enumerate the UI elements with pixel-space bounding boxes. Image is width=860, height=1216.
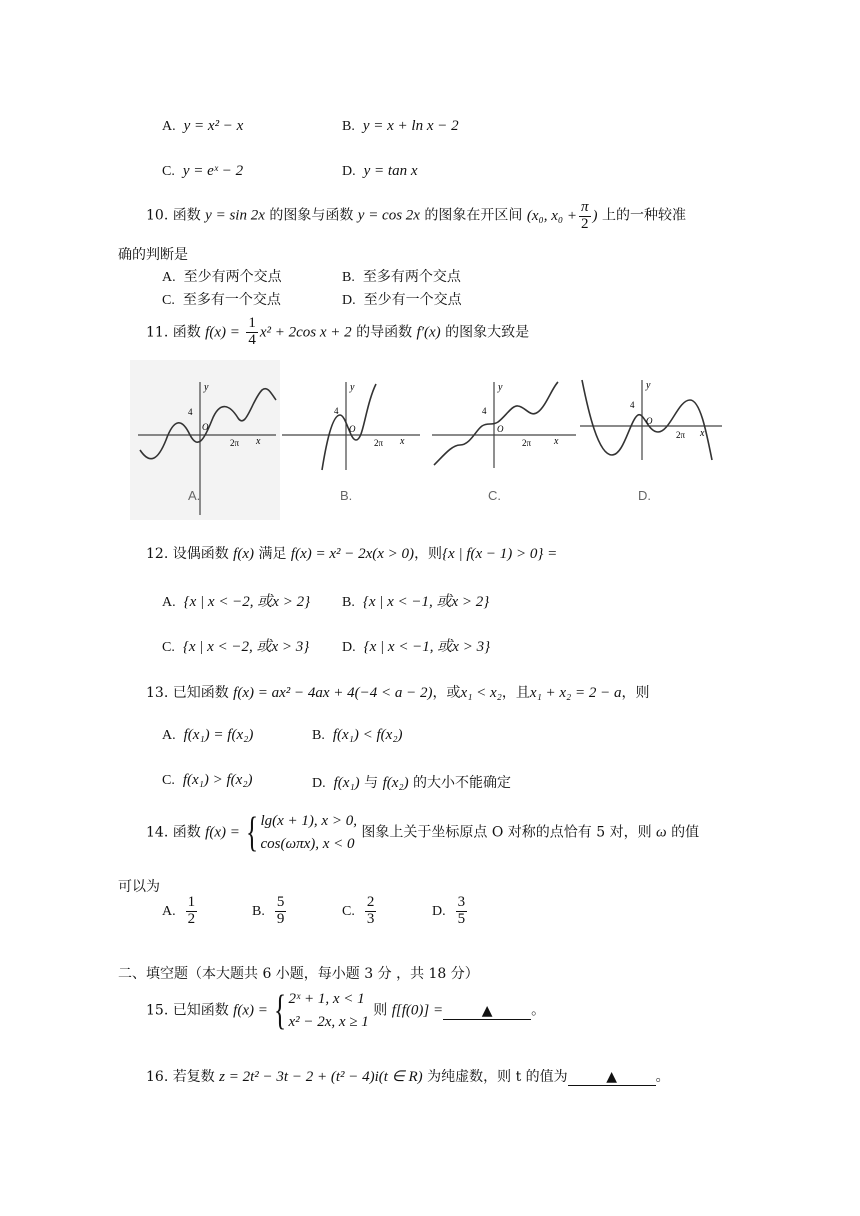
fraction-numerator: π bbox=[581, 199, 589, 215]
tick-x: 2π bbox=[374, 438, 384, 448]
q13-stem bbox=[146, 682, 650, 702]
option-label: B. bbox=[252, 904, 265, 920]
case-1: 2ˣ + 1, x < 1 bbox=[288, 991, 365, 1007]
option-text: 至多有两个交点 bbox=[362, 269, 461, 285]
stem-text: ，则 bbox=[621, 685, 650, 701]
omega-symbol: ω bbox=[656, 824, 667, 841]
q16-stem bbox=[146, 1066, 670, 1086]
coefficient-fraction bbox=[246, 316, 258, 349]
fraction-denominator: 9 bbox=[276, 910, 285, 927]
option-expression: {x | x < −2, 或x > 3} bbox=[182, 639, 310, 655]
q9-option-c bbox=[162, 163, 243, 180]
expression: f[f(0)] = bbox=[391, 1002, 444, 1019]
left-brace: { bbox=[246, 809, 259, 856]
option-label: B. bbox=[342, 119, 355, 134]
left-brace: { bbox=[274, 987, 287, 1034]
x-label: x bbox=[700, 428, 705, 439]
option-text: 至多有一个交点 bbox=[182, 292, 281, 308]
option-label: A. bbox=[162, 595, 176, 610]
function-2: y = cos 2x bbox=[357, 207, 420, 224]
x-label: x bbox=[400, 436, 405, 447]
fraction-denominator: 2 bbox=[581, 215, 589, 232]
option-label: B. bbox=[342, 595, 355, 610]
option-label: A. bbox=[162, 119, 176, 134]
tick-x: 2π bbox=[230, 438, 240, 448]
piecewise-cases bbox=[260, 810, 356, 855]
case-2: x² − 2x, x ≥ 1 bbox=[288, 1013, 369, 1030]
option-expression: f(x₁) > f(x₂) bbox=[182, 772, 253, 788]
graph-b-plot bbox=[280, 360, 430, 520]
stem-text: 则 bbox=[373, 1002, 388, 1019]
graph-b bbox=[280, 360, 430, 520]
option-label: A. bbox=[162, 728, 176, 743]
answer-blank[interactable]: ▲ bbox=[443, 1003, 531, 1020]
q15-stem bbox=[146, 988, 545, 1033]
option-text: 与 bbox=[364, 775, 379, 791]
stem-text: 的图象在开区间 bbox=[424, 207, 523, 224]
option-label: D. bbox=[342, 640, 356, 655]
option-label: D. bbox=[342, 164, 356, 179]
stem-text: 满足 bbox=[258, 546, 287, 562]
q12-option-d bbox=[342, 635, 490, 656]
q12-stem bbox=[146, 543, 557, 563]
interval-right: ) bbox=[592, 207, 598, 224]
option-label: B. bbox=[342, 270, 355, 285]
case-1: lg(x + 1), x > 0, bbox=[260, 813, 357, 829]
option-label: B. bbox=[312, 728, 325, 743]
x-label: x bbox=[256, 436, 261, 447]
target-set: {x | f(x − 1) > 0} = bbox=[442, 546, 558, 562]
interval-fraction bbox=[579, 200, 591, 233]
stem-text: 已知函数 bbox=[172, 685, 229, 701]
question-number: 10. bbox=[146, 207, 169, 224]
q14-option-d bbox=[432, 895, 469, 928]
option-label: A. bbox=[162, 270, 176, 285]
q14-stem-continued: 可以为 bbox=[118, 879, 160, 895]
option-fraction bbox=[275, 895, 287, 928]
option-expression: y = tan x bbox=[363, 163, 418, 179]
origin-label: O bbox=[349, 424, 356, 434]
stem-text: 设偶函数 bbox=[172, 546, 229, 562]
complex-number: z = 2t² − 3t − 2 + (t² − 4)i(t ∈ R) bbox=[219, 1069, 423, 1085]
q13-option-b bbox=[312, 727, 403, 744]
origin-label: O bbox=[202, 422, 209, 432]
q10-option-a bbox=[162, 266, 282, 286]
interval bbox=[526, 199, 598, 232]
graph-d-plot bbox=[578, 360, 728, 520]
graph-label: A. bbox=[188, 488, 201, 503]
graph-a bbox=[130, 360, 280, 520]
function-lhs: f(x) = bbox=[205, 324, 240, 341]
condition-1: x₁ < x₂ bbox=[460, 685, 502, 701]
case-2: cos(ωπx), x < 0 bbox=[260, 835, 355, 852]
stem-text: 函数 bbox=[172, 207, 201, 224]
stem-text: 的值 bbox=[671, 824, 700, 841]
y-label: y bbox=[350, 382, 355, 393]
y-label: y bbox=[646, 380, 651, 391]
q14-option-b bbox=[252, 895, 288, 928]
option-fraction bbox=[365, 895, 377, 928]
option-label: D. bbox=[432, 904, 446, 920]
q10-option-b bbox=[342, 266, 461, 286]
q10-stem-continued: 确的判断是 bbox=[118, 247, 188, 263]
q12-option-a bbox=[162, 590, 310, 611]
function-lhs: f(x) = bbox=[205, 824, 240, 841]
q14-option-a bbox=[162, 895, 199, 928]
q14-stem bbox=[146, 810, 699, 855]
fraction-denominator: 5 bbox=[457, 910, 466, 927]
graph-label: D. bbox=[638, 488, 651, 503]
answer-blank[interactable]: ▲ bbox=[568, 1069, 656, 1086]
fraction-denominator: 3 bbox=[366, 910, 375, 927]
function-lhs: f(x) = bbox=[233, 1002, 268, 1019]
stem-text: 。 bbox=[655, 1069, 670, 1085]
derivative: f′(x) bbox=[416, 324, 441, 341]
fraction-denominator: 2 bbox=[187, 910, 196, 927]
option-expression: {x | x < −1, 或x > 3} bbox=[363, 639, 491, 655]
option-fraction bbox=[186, 895, 198, 928]
q12-option-b bbox=[342, 590, 489, 611]
option-expression: y = x + ln x − 2 bbox=[362, 118, 459, 134]
graph-label: C. bbox=[488, 488, 501, 503]
piecewise-cases bbox=[288, 988, 368, 1033]
q12-option-c bbox=[162, 635, 309, 656]
y-label: y bbox=[204, 382, 209, 393]
q13-option-c bbox=[162, 772, 253, 789]
graph-d bbox=[578, 360, 728, 520]
function: f(x) bbox=[233, 546, 254, 562]
option-expression: {x | x < −1, 或x > 2} bbox=[362, 594, 490, 610]
tick-x: 2π bbox=[676, 430, 686, 440]
option-expression: {x | x < −2, 或x > 2} bbox=[183, 594, 311, 610]
curve bbox=[434, 382, 558, 465]
stem-text: 若复数 bbox=[172, 1069, 215, 1085]
tick-x: 2π bbox=[522, 438, 532, 448]
fraction-denominator: 4 bbox=[248, 331, 256, 348]
condition: f(x) = x² − 2x(x > 0) bbox=[290, 546, 415, 562]
option-label: D. bbox=[342, 293, 356, 308]
option-text: 的大小不能确定 bbox=[413, 775, 512, 791]
q9-option-b bbox=[342, 118, 459, 135]
stem-text: 图象上关于坐标原点 O 对称的点恰有 5 对，则 bbox=[361, 824, 652, 841]
fraction-numerator: 5 bbox=[276, 894, 285, 910]
stem-text: 函数 bbox=[172, 324, 201, 341]
fraction-numerator: 1 bbox=[248, 315, 256, 331]
option-text: 至少有两个交点 bbox=[183, 269, 282, 285]
interval-left: (x₀, x₀ + bbox=[526, 207, 577, 224]
option-text: 至少有一个交点 bbox=[363, 292, 462, 308]
stem-text: 上的一种较准 bbox=[601, 207, 686, 224]
stem-text: 已知函数 bbox=[172, 1002, 229, 1019]
question-number: 15. bbox=[146, 1002, 169, 1019]
stem-text: 的图象与函数 bbox=[269, 207, 354, 224]
question-number: 11. bbox=[146, 324, 169, 341]
stem-text: 函数 bbox=[172, 824, 201, 841]
q13-option-d bbox=[312, 772, 511, 792]
question-number: 12. bbox=[146, 546, 169, 562]
option-label: A. bbox=[162, 904, 176, 920]
tick-y: 4 bbox=[334, 406, 339, 416]
option-expression: f(x₁) bbox=[333, 775, 360, 791]
x-label: x bbox=[554, 436, 559, 447]
option-fraction bbox=[456, 895, 468, 928]
stem-text: 的图象大致是 bbox=[445, 324, 530, 341]
graph-label: B. bbox=[340, 488, 353, 503]
option-label: C. bbox=[162, 640, 175, 655]
origin-label: O bbox=[497, 424, 504, 434]
tick-y: 4 bbox=[188, 407, 193, 417]
option-expression: y = eˣ − 2 bbox=[182, 163, 244, 179]
option-expression: f(x₂) bbox=[382, 775, 409, 791]
q10-option-d bbox=[342, 289, 462, 309]
function-rest: x² + 2cos x + 2 bbox=[259, 324, 352, 341]
option-label: D. bbox=[312, 776, 326, 791]
origin-label: O bbox=[646, 416, 653, 426]
q13-option-a bbox=[162, 727, 253, 744]
option-expression: f(x₁) < f(x₂) bbox=[332, 727, 403, 743]
stem-text: ，或 bbox=[432, 685, 461, 701]
stem-text: 。 bbox=[531, 1002, 546, 1019]
q9-option-d bbox=[342, 163, 417, 180]
stem-text: ，且 bbox=[501, 685, 530, 701]
tick-y: 4 bbox=[630, 400, 635, 410]
question-number: 13. bbox=[146, 685, 169, 701]
fraction-numerator: 1 bbox=[187, 894, 196, 910]
q11-stem bbox=[146, 316, 529, 349]
graph-a-plot bbox=[130, 360, 280, 520]
function-1: y = sin 2x bbox=[205, 207, 265, 224]
fraction-numerator: 3 bbox=[457, 894, 466, 910]
tick-y: 4 bbox=[482, 406, 487, 416]
q14-option-c bbox=[342, 895, 378, 928]
graph-c bbox=[430, 360, 580, 520]
question-number: 14. bbox=[146, 824, 169, 841]
section-heading: 二、填空题（本大题共 6 小题，每小题 3 分 ，共 18 分） bbox=[118, 966, 479, 982]
q9-option-a bbox=[162, 118, 243, 135]
question-number: 16. bbox=[146, 1069, 169, 1085]
stem-text: 的导函数 bbox=[356, 324, 413, 341]
stem-text: ，则 bbox=[414, 546, 443, 562]
q10-stem bbox=[146, 200, 686, 233]
option-expression: f(x₁) = f(x₂) bbox=[183, 727, 254, 743]
fraction-numerator: 2 bbox=[366, 894, 375, 910]
function: f(x) = ax² − 4ax + 4(−4 < a − 2) bbox=[233, 685, 433, 701]
graph-c-plot bbox=[430, 360, 580, 520]
option-expression: y = x² − x bbox=[183, 118, 244, 134]
option-label: C. bbox=[162, 773, 175, 788]
q10-option-c bbox=[162, 289, 281, 309]
option-label: C. bbox=[162, 293, 175, 308]
option-label: C. bbox=[162, 164, 175, 179]
condition-2: x₁ + x₂ = 2 − a bbox=[529, 685, 622, 701]
y-label: y bbox=[498, 382, 503, 393]
stem-text: 为纯虚数，则 t 的值为 bbox=[427, 1069, 568, 1085]
option-label: C. bbox=[342, 904, 355, 920]
